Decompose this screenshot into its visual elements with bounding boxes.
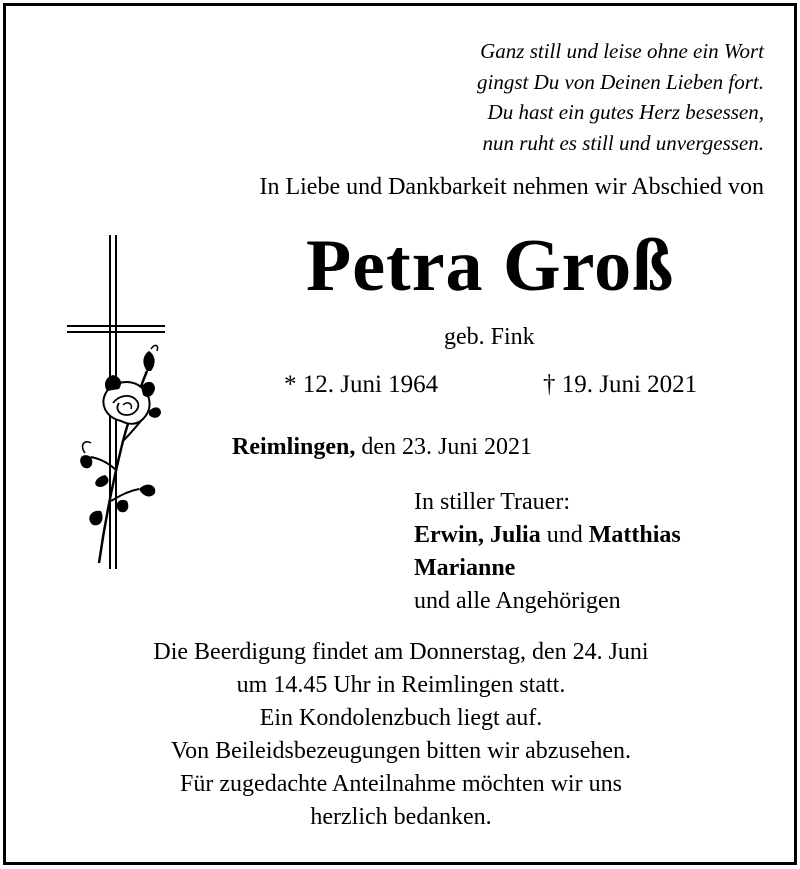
cross-with-rose-icon (61, 231, 171, 571)
poem-line: nun ruht es still und unvergessen. (482, 130, 764, 155)
mourner-names: Erwin, Julia (414, 522, 541, 548)
conjunction: und (540, 522, 589, 548)
maiden-name: geb. Fink (444, 324, 535, 350)
mourners-line-2 (414, 552, 681, 585)
death-date: † 19. Juni 2021 (543, 371, 698, 398)
mourner-name: Marianne (414, 555, 516, 581)
funeral-line: Die Beerdigung findet am Donnerstag, den 24. Juni (153, 639, 649, 665)
obituary-notice (3, 3, 797, 865)
funeral-line: Ein Kondolenzbuch liegt auf. (259, 705, 543, 731)
birth-date: * 12. Juni 1964 (284, 371, 439, 398)
poem-line: gingst Du von Deinen Lieben fort. (477, 69, 764, 94)
place-name: Reimlingen, (232, 434, 356, 460)
mourners-others: und alle Angehörigen (414, 588, 621, 614)
funeral-line: herzlich bedanken. (310, 804, 492, 830)
place-and-date (232, 434, 532, 461)
mourner-name: Matthias (588, 522, 681, 548)
mourners-intro: In stiller Trauer: (414, 489, 570, 515)
mourners-block (414, 486, 681, 618)
farewell-intro: In Liebe und Dankbarkeit nehmen wir Abschied von (259, 174, 764, 200)
notice-date: den 23. Juni 2021 (355, 434, 532, 460)
mourners-line-1 (414, 519, 681, 552)
deceased-name: Petra Groß (306, 225, 675, 307)
poem (477, 36, 764, 158)
funeral-line: Für zugedachte Anteilnahme möchten wir uns (180, 771, 622, 797)
poem-line: Ganz still und leise ohne ein Wort (480, 39, 764, 63)
funeral-details (66, 636, 736, 834)
funeral-line: Von Beileidsbezeugungen bitten wir abzusehen. (170, 738, 632, 764)
funeral-line: um 14.45 Uhr in Reimlingen statt. (236, 672, 566, 698)
poem-line: Du hast ein gutes Herz besessen, (487, 100, 764, 124)
